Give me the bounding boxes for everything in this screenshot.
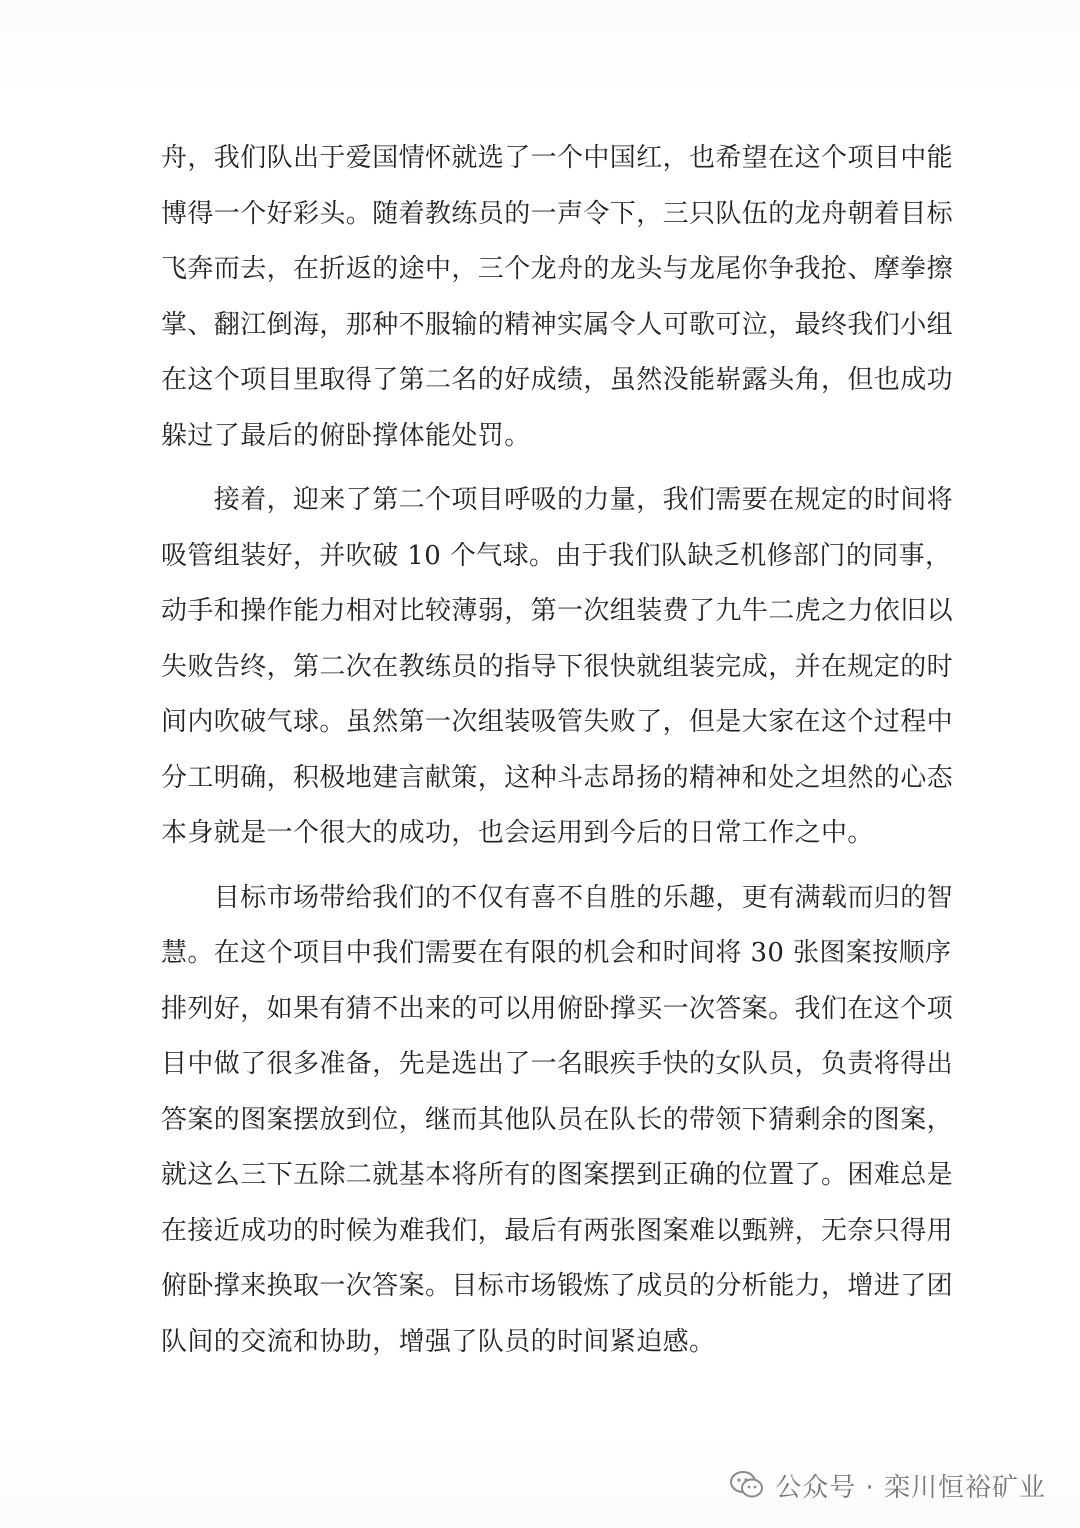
- text-line: 俯卧撑来换取一次答案。目标市场锻炼了成员的分析能力，增进了团: [161, 1271, 954, 1301]
- text-line: 就这么三下五除二就基本将所有的图案摆到正确的位置了。困难总是: [161, 1160, 954, 1190]
- text-line: 目中做了很多准备，先是选出了一名眼疾手快的女队员，负责将得出: [161, 1049, 954, 1079]
- text-line: 动手和操作能力相对比较薄弱，第一次组装费了九牛二虎之力依旧以: [161, 596, 954, 626]
- text-line: 目标市场带给我们的不仅有喜不自胜的乐趣，更有满载而归的智: [161, 882, 954, 913]
- text-line: 间内吹破气球。虽然第一次组装吸管失败了，但是大家在这个过程中: [161, 707, 954, 737]
- text-line: 本身就是一个很大的成功，也会运用到今后的日常工作之中。: [161, 818, 874, 848]
- text-line: 队间的交流和协助，增强了队员的时间紧迫感。: [161, 1326, 716, 1357]
- text-line: 接着，迎来了第二个项目呼吸的力量，我们需要在规定的时间将: [161, 485, 954, 515]
- text-line: 飞奔而去，在折返的途中，三个龙舟的龙头与龙尾你争我抢、摩拳擦: [161, 254, 954, 284]
- text-line: 答案的图案摆放到位，继而其他队员在队长的带领下猜剩余的图案，: [161, 1104, 954, 1135]
- text-line: 慧。在这个项目中我们需要在有限的机会和时间将 30 张图案按顺序: [161, 938, 952, 968]
- text-line: 吸管组装好，并吹破 10 个气球。由于我们队缺乏机修部门的同事，: [161, 540, 952, 571]
- text-line: 躲过了最后的俯卧撑体能处罚。: [161, 420, 531, 451]
- text-line: 舟，我们队出于爱国情怀就选了一个中国红，也希望在这个项目中能: [161, 143, 954, 173]
- text-line: 在这个项目里取得了第二名的好成绩，虽然没能崭露头角，但也成功: [161, 365, 954, 395]
- document-body: [161, 131, 954, 1370]
- text-line: 在接近成功的时候为难我们，最后有两张图案难以甄辨，无奈只得用: [161, 1215, 954, 1246]
- text-line: 分工明确，积极地建言献策，这种斗志昂扬的精神和处之坦然的心态: [161, 762, 954, 793]
- text-line: 博得一个好彩头。随着教练员的一声令下，三只队伍的龙舟朝着目标: [161, 198, 954, 229]
- watermark-text: 公众号 · 栾川恒裕矿业: [775, 1472, 1046, 1503]
- text-line: 失败告终，第二次在教练员的指导下很快就组装完成，并在规定的时: [161, 651, 954, 682]
- text-line: 掌、翻江倒海，那种不服输的精神实属令人可歌可泣，最终我们小组: [161, 309, 954, 340]
- wechat-watermark: [729, 1465, 1046, 1505]
- wechat-icon: [729, 1470, 765, 1500]
- text-line: 排列好，如果有猜不出来的可以用俯卧撑买一次答案。我们在这个项: [161, 993, 954, 1024]
